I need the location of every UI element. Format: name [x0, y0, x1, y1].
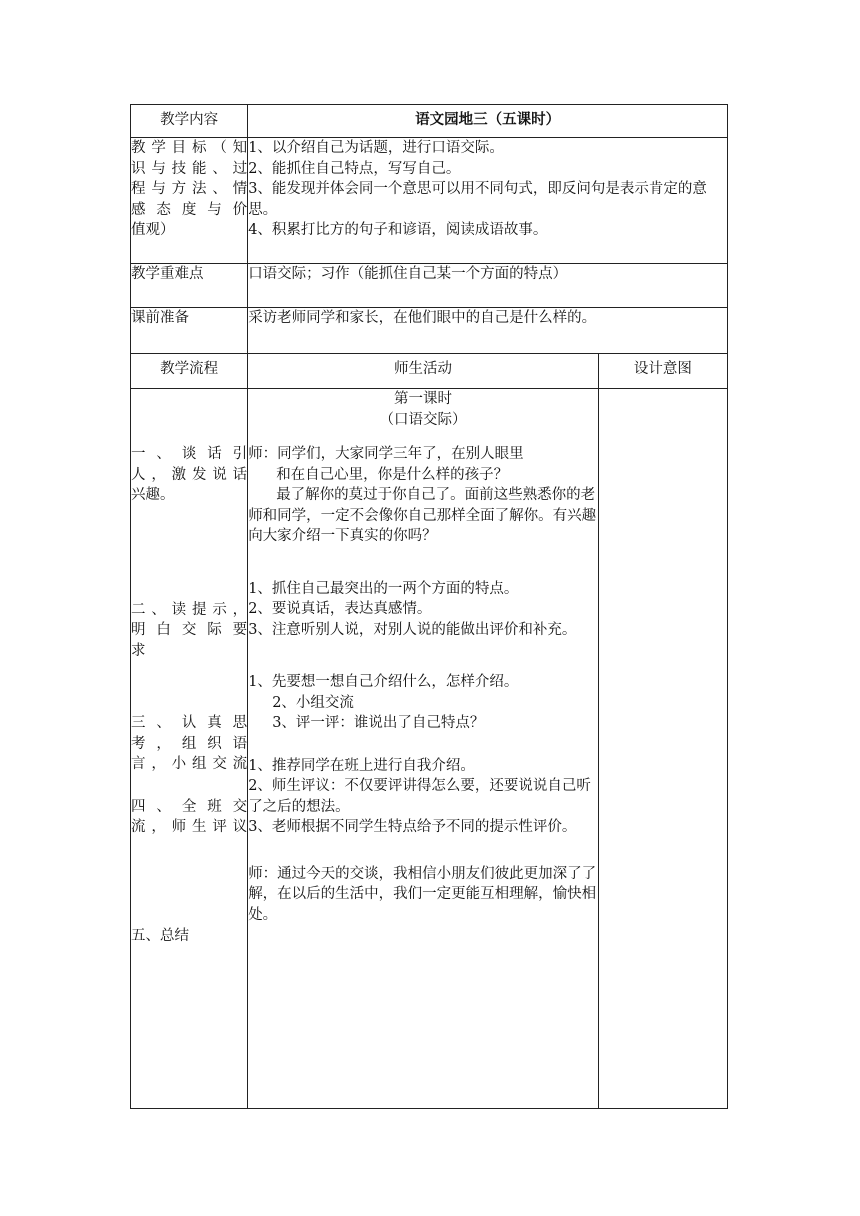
step-label	[131, 600, 247, 662]
goal-item: 1、以介绍自己为话题，进行口语交际。	[248, 140, 504, 156]
step-text: 师：同学们，大家同学三年了，在别人眼里	[248, 446, 524, 462]
lesson-subtitle: （口语交际）	[379, 411, 467, 428]
goal-item: 3、能发现并体会同一个意思可以用不同句式，即反问句是表示肯定的意思。	[248, 181, 707, 218]
unit-title: 语文园地三（五课时）	[415, 111, 561, 128]
lesson-title: 第一课时	[393, 391, 452, 407]
step-text: 1、抓住自己最突出的一两个方面的特点。	[248, 580, 519, 597]
step-content	[248, 756, 598, 838]
step-text: 最了解你的莫过于你自己了。面前这些熟悉你的老师和同学，一定不会像你自己那样全面了解你。有兴趣向大家介绍一下真实的你吗？	[248, 487, 597, 544]
goals-label	[131, 138, 248, 264]
prep-value: 采访老师同学和家长，在他们眼中的自己是什么样的。	[248, 308, 728, 354]
step-content	[248, 579, 598, 641]
step-label-line: 一、谈话引	[131, 446, 248, 462]
step-text: 3、评一评：谁说出了自己特点？	[272, 715, 485, 731]
prep-label: 课前准备	[131, 308, 248, 354]
step-text: 3、注意听别人说，对别人说的能做出评价和补充。	[248, 621, 577, 638]
step-text: 3、老师根据不同学生特点给予不同的提示性评价。	[248, 819, 577, 835]
goals-label-line: 教学目标（知	[131, 140, 248, 156]
step-label	[131, 444, 247, 506]
step-label-line: 兴趣。	[131, 487, 175, 503]
step-text: 2、小组交流	[272, 694, 354, 711]
header-flow: 教学流程	[131, 354, 248, 389]
goals-label-line: 值观）	[131, 222, 175, 238]
step-label-line: 四、全班交	[131, 798, 248, 815]
step-label-line: 考，组织语	[131, 735, 248, 752]
step-label-line: 五、总结	[131, 927, 189, 944]
step-content	[248, 864, 598, 926]
row-difficulty	[131, 264, 728, 308]
content-value	[248, 105, 728, 138]
step-label	[131, 926, 247, 947]
row-header	[131, 354, 728, 389]
goals-label-line: 感态度与价	[131, 201, 248, 218]
step-content	[248, 444, 598, 547]
step-content	[248, 672, 598, 734]
step-label	[131, 797, 247, 838]
activity-column	[248, 389, 599, 1109]
goals-label-line: 识与技能、过	[131, 160, 248, 177]
row-content	[131, 105, 728, 138]
header-design: 设计意图	[598, 354, 727, 389]
step-text: 2、要说真话，表达真感情。	[248, 601, 432, 617]
step-label-line: 三、认真思	[131, 715, 248, 731]
design-intent-column	[598, 389, 727, 1109]
step-label-line: 明白交际要	[131, 622, 248, 638]
difficulty-label: 教学重难点	[131, 264, 248, 308]
content-label: 教学内容	[131, 105, 248, 138]
step-text: 师：通过今天的交谈，我相信小朋友们彼此更加深了了解，在以后的生活中，我们一定更能互相理解，愉快相处。	[248, 865, 597, 923]
step-text: 1、推荐同学在班上进行自我介绍。	[248, 757, 475, 774]
goals-list	[248, 138, 728, 264]
step-label-line: 求	[131, 642, 146, 659]
goals-label-line: 程与方法、情	[131, 181, 248, 197]
lesson-plan-table	[130, 104, 728, 1109]
step-text: 1、先要想一想自己介绍什么，怎样介绍。	[248, 674, 519, 690]
step-label	[131, 713, 247, 775]
step-text: 和在自己心里，你是什么样的孩子？	[276, 466, 509, 483]
header-activity: 师生活动	[248, 354, 599, 389]
step-label-line: 二、读提示，	[131, 601, 248, 618]
difficulty-value: 口语交际；习作（能抓住自己某一个方面的特点）	[248, 264, 728, 308]
goal-item: 2、能抓住自己特点，写写自己。	[248, 160, 461, 177]
row-goals	[131, 138, 728, 264]
step-label-line: 言，小组交流	[131, 756, 248, 772]
flow-column	[131, 389, 248, 1109]
step-text: 2、师生评议：不仅要评讲得怎么要，还要说说自己听了之后的想法。	[248, 778, 591, 815]
step-label-line: 流，师生评议	[131, 819, 248, 835]
row-prep	[131, 308, 728, 354]
goal-item: 4、积累打比方的句子和谚语，阅读成语故事。	[248, 222, 548, 238]
row-lesson-body	[131, 389, 728, 1109]
step-label-line: 人，激发说话	[131, 466, 248, 483]
